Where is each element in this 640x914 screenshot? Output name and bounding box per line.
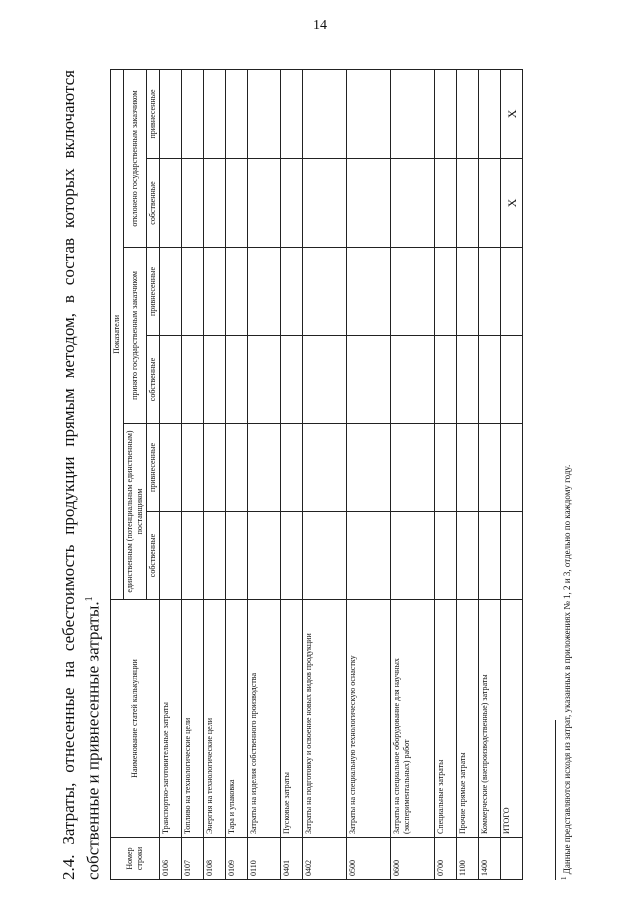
- value-cell: [435, 336, 457, 424]
- rotated-page-area: [40, 40, 600, 900]
- row-name-cell: Транспортно-заготовительные затраты: [160, 600, 182, 838]
- value-cell: [248, 512, 281, 600]
- row-name-cell: Затраты на специальную технологическую оснастку: [347, 600, 391, 838]
- header-sub-brought: привнесенные: [147, 248, 160, 336]
- row-number-cell: 0600: [391, 838, 435, 880]
- value-cell: [391, 159, 435, 248]
- table-row: [391, 69, 435, 879]
- table-row: [347, 69, 391, 879]
- value-cell: [347, 69, 391, 158]
- value-cell: [248, 424, 281, 512]
- value-cell: [391, 512, 435, 600]
- header-row-1: [111, 69, 124, 879]
- row-number-cell: 0700: [435, 838, 457, 880]
- value-cell: [347, 424, 391, 512]
- value-cell: [204, 69, 226, 158]
- table-row: [281, 69, 303, 879]
- value-cell: [391, 248, 435, 336]
- value-cell: [204, 424, 226, 512]
- value-cell: [226, 248, 248, 336]
- value-cell: [347, 336, 391, 424]
- value-cell: [303, 512, 347, 600]
- row-number-cell: [501, 838, 523, 880]
- row-name-cell: Затраты на специальное оборудование для научных (экспериментальных) работ: [391, 600, 435, 838]
- row-number-cell: 0110: [248, 838, 281, 880]
- table-row: [204, 69, 226, 879]
- heading-text: 2.4. Затраты, отнесенные на себестоимость продукции прямым методом, в состав которых включаются собственные и привнесенные затраты.: [59, 70, 103, 880]
- header-row-number: Номер строки: [111, 838, 160, 880]
- footnote-text: Данные представляются исходя из затрат, указанных в приложениях № 1, 2 и 3, отдельно по каждому году.: [562, 464, 572, 875]
- value-cell: [160, 159, 182, 248]
- row-name-cell: Топливо на технологические цели: [182, 600, 204, 838]
- value-cell: [226, 512, 248, 600]
- table-row: [182, 69, 204, 879]
- table-row: [160, 69, 182, 879]
- row-number-cell: 1400: [479, 838, 501, 880]
- row-number-cell: 0402: [303, 838, 347, 880]
- value-cell: [501, 248, 523, 336]
- value-cell: [281, 336, 303, 424]
- value-cell: [501, 336, 523, 424]
- section-heading: [58, 70, 104, 880]
- value-cell: [303, 248, 347, 336]
- value-cell: X: [501, 159, 523, 248]
- header-sub-brought: привнесенные: [147, 424, 160, 512]
- header-sub-own: собственные: [147, 159, 160, 248]
- value-cell: [479, 159, 501, 248]
- value-cell: [281, 159, 303, 248]
- row-name-cell: Специальные затраты: [435, 600, 457, 838]
- row-number-cell: 0108: [204, 838, 226, 880]
- value-cell: X: [501, 69, 523, 158]
- value-cell: [435, 512, 457, 600]
- value-cell: [182, 69, 204, 158]
- table-row: [226, 69, 248, 879]
- table-row: [303, 69, 347, 879]
- value-cell: [281, 424, 303, 512]
- value-cell: [226, 159, 248, 248]
- value-cell: [347, 248, 391, 336]
- value-cell: [160, 336, 182, 424]
- value-cell: [160, 512, 182, 600]
- value-cell: [204, 248, 226, 336]
- header-sub-own: собственные: [147, 512, 160, 600]
- row-name-cell: Пусковые затраты: [281, 600, 303, 838]
- value-cell: [303, 336, 347, 424]
- value-cell: [479, 512, 501, 600]
- value-cell: [435, 424, 457, 512]
- row-name-cell: Прочие прямые затраты: [457, 600, 479, 838]
- value-cell: [479, 336, 501, 424]
- row-name-cell: Затраты на подготовку и освоение новых видов продукции: [303, 600, 347, 838]
- value-cell: [182, 159, 204, 248]
- value-cell: [457, 512, 479, 600]
- value-cell: [226, 424, 248, 512]
- value-cell: [435, 248, 457, 336]
- value-cell: [391, 424, 435, 512]
- value-cell: [435, 69, 457, 158]
- header-group-supplier: единственным (потенциальным единственным) поставщиком: [124, 424, 147, 600]
- value-cell: [160, 69, 182, 158]
- value-cell: [479, 69, 501, 158]
- landscape-content: [40, 40, 600, 900]
- row-number-cell: 0500: [347, 838, 391, 880]
- heading-footnote-mark: 1: [84, 596, 95, 602]
- value-cell: [281, 512, 303, 600]
- row-name-cell: Энергия на технологические цели: [204, 600, 226, 838]
- value-cell: [501, 512, 523, 600]
- row-name-cell: ИТОГО: [501, 600, 523, 838]
- value-cell: [457, 248, 479, 336]
- value-cell: [182, 424, 204, 512]
- header-group-accepted: принято государственным заказчиком: [124, 248, 147, 424]
- value-cell: [391, 69, 435, 158]
- value-cell: [457, 424, 479, 512]
- value-cell: [435, 159, 457, 248]
- value-cell: [248, 336, 281, 424]
- value-cell: [204, 336, 226, 424]
- value-cell: [248, 159, 281, 248]
- value-cell: [160, 248, 182, 336]
- value-cell: [160, 424, 182, 512]
- header-sub-own: собственные: [147, 336, 160, 424]
- value-cell: [391, 336, 435, 424]
- header-group-rejected: отклонено государственным заказчиком: [124, 69, 147, 247]
- row-number-cell: 0109: [226, 838, 248, 880]
- value-cell: [479, 248, 501, 336]
- footnote-mark: 1: [560, 876, 568, 880]
- value-cell: [303, 159, 347, 248]
- footnote: [560, 465, 572, 880]
- value-cell: [182, 248, 204, 336]
- header-sub-brought: привнесенные: [147, 69, 160, 158]
- row-number-cell: 0106: [160, 838, 182, 880]
- row-number-cell: 1100: [457, 838, 479, 880]
- row-name-cell: Затраты на изделия собственного производства: [248, 600, 281, 838]
- value-cell: [226, 69, 248, 158]
- table-row: [501, 69, 523, 879]
- value-cell: [501, 424, 523, 512]
- row-name-cell: Коммерческие (внепроизводственные) затраты: [479, 600, 501, 838]
- value-cell: [479, 424, 501, 512]
- value-cell: [248, 69, 281, 158]
- value-cell: [182, 336, 204, 424]
- value-cell: [347, 512, 391, 600]
- page-number: 14: [313, 18, 327, 33]
- value-cell: [457, 159, 479, 248]
- header-indicators: Показатели: [111, 69, 124, 599]
- value-cell: [182, 512, 204, 600]
- table-row: [457, 69, 479, 879]
- table-row: [435, 69, 457, 879]
- row-number-cell: 0107: [182, 838, 204, 880]
- row-number-cell: 0401: [281, 838, 303, 880]
- value-cell: [281, 248, 303, 336]
- value-cell: [204, 159, 226, 248]
- value-cell: [303, 69, 347, 158]
- row-name-cell: Тара и упаковка: [226, 600, 248, 838]
- footnote-divider: [555, 720, 556, 880]
- value-cell: [281, 69, 303, 158]
- value-cell: [457, 69, 479, 158]
- value-cell: [248, 248, 281, 336]
- value-cell: [457, 336, 479, 424]
- costs-table: [110, 69, 523, 880]
- value-cell: [204, 512, 226, 600]
- header-item-name: Наименование статей калькуляции: [111, 600, 160, 838]
- table-row: [248, 69, 281, 879]
- table-row: [479, 69, 501, 879]
- value-cell: [347, 159, 391, 248]
- value-cell: [226, 336, 248, 424]
- value-cell: [303, 424, 347, 512]
